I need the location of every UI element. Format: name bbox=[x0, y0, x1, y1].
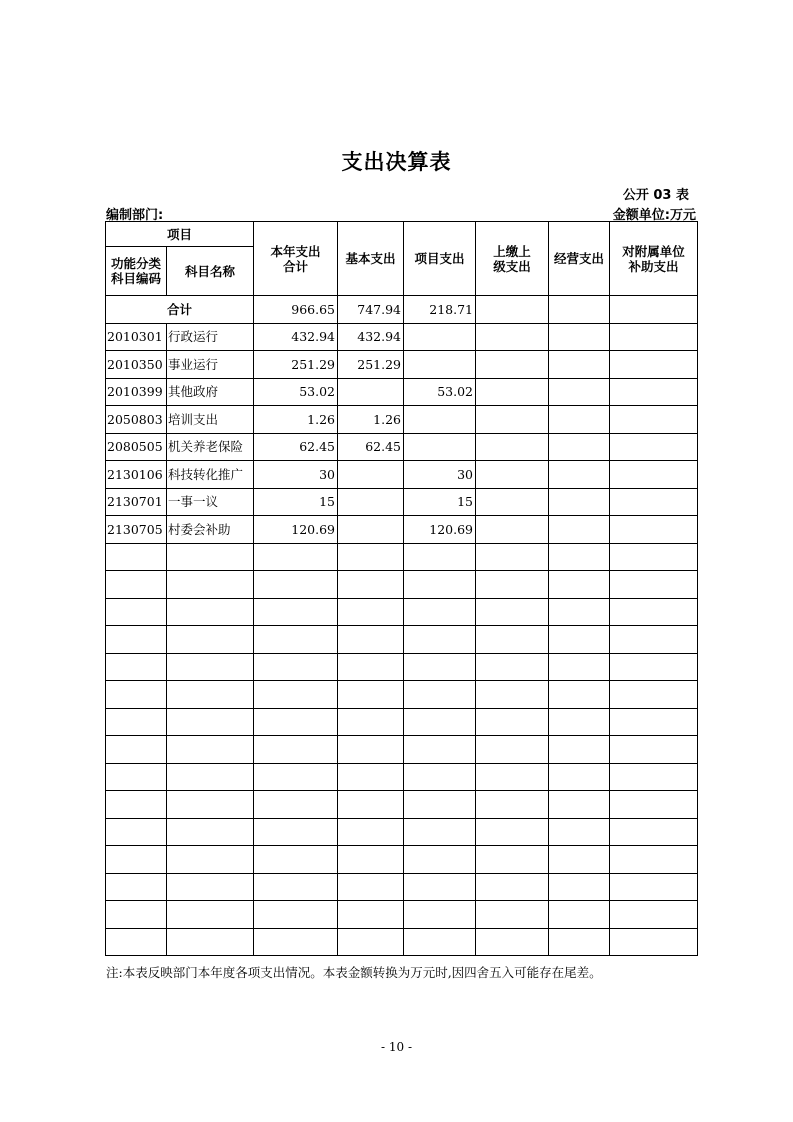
empty-cell bbox=[476, 653, 549, 681]
cell-name: 一事一议 bbox=[167, 488, 254, 516]
empty-cell bbox=[106, 681, 167, 709]
empty-cell bbox=[167, 736, 254, 764]
cell-code: 2080505 bbox=[106, 433, 167, 461]
empty-cell bbox=[338, 681, 404, 709]
header-project-expenditure: 项目支出 bbox=[404, 222, 476, 296]
cell-subsidiary bbox=[610, 488, 698, 516]
empty-row bbox=[106, 901, 698, 929]
cell-code: 2010301 bbox=[106, 323, 167, 351]
empty-cell bbox=[404, 598, 476, 626]
empty-cell bbox=[106, 846, 167, 874]
header-upper: 上缴上 级支出 bbox=[476, 222, 549, 296]
empty-cell bbox=[338, 736, 404, 764]
empty-cell bbox=[404, 543, 476, 571]
total-cell-operating bbox=[549, 296, 610, 324]
empty-cell bbox=[338, 791, 404, 819]
empty-cell bbox=[106, 873, 167, 901]
empty-cell bbox=[254, 846, 338, 874]
total-cell-project: 218.71 bbox=[404, 296, 476, 324]
empty-row bbox=[106, 626, 698, 654]
empty-cell bbox=[610, 873, 698, 901]
cell-operating bbox=[549, 351, 610, 379]
empty-cell bbox=[476, 571, 549, 599]
empty-cell bbox=[549, 791, 610, 819]
footnote: 注:本表反映部门本年度各项支出情况。本表金额转换为万元时,因四舍五入可能存在尾差。 bbox=[106, 965, 602, 980]
cell-project-exp bbox=[404, 351, 476, 379]
table-row bbox=[106, 461, 698, 489]
cell-project-exp bbox=[404, 323, 476, 351]
empty-cell bbox=[338, 626, 404, 654]
cell-subsidiary bbox=[610, 433, 698, 461]
empty-cell bbox=[106, 736, 167, 764]
empty-cell bbox=[254, 653, 338, 681]
empty-cell bbox=[549, 846, 610, 874]
table-row bbox=[106, 323, 698, 351]
empty-cell bbox=[254, 901, 338, 929]
empty-cell bbox=[167, 681, 254, 709]
empty-cell bbox=[106, 901, 167, 929]
cell-operating bbox=[549, 461, 610, 489]
cell-upper bbox=[476, 488, 549, 516]
empty-cell bbox=[106, 543, 167, 571]
empty-cell bbox=[610, 846, 698, 874]
cell-project-exp: 53.02 bbox=[404, 378, 476, 406]
unit-label: 金额单位:万元 bbox=[612, 208, 696, 223]
empty-cell bbox=[167, 818, 254, 846]
empty-cell bbox=[254, 626, 338, 654]
empty-cell bbox=[254, 571, 338, 599]
empty-cell bbox=[167, 901, 254, 929]
empty-cell bbox=[167, 598, 254, 626]
empty-cell bbox=[476, 928, 549, 956]
empty-cell bbox=[610, 653, 698, 681]
cell-upper bbox=[476, 378, 549, 406]
empty-cell bbox=[549, 626, 610, 654]
header-func-code: 功能分类 科目编码 bbox=[106, 247, 167, 296]
cell-upper bbox=[476, 516, 549, 544]
empty-cell bbox=[549, 901, 610, 929]
cell-operating bbox=[549, 516, 610, 544]
cell-basic: 62.45 bbox=[338, 433, 404, 461]
empty-cell bbox=[549, 708, 610, 736]
empty-cell bbox=[254, 681, 338, 709]
table-row bbox=[106, 488, 698, 516]
empty-cell bbox=[106, 626, 167, 654]
empty-cell bbox=[254, 763, 338, 791]
empty-cell bbox=[476, 681, 549, 709]
cell-subsidiary bbox=[610, 406, 698, 434]
empty-cell bbox=[610, 928, 698, 956]
table-row bbox=[106, 516, 698, 544]
cell-total: 53.02 bbox=[254, 378, 338, 406]
empty-cell bbox=[476, 818, 549, 846]
total-label: 合计 bbox=[106, 296, 254, 324]
empty-cell bbox=[476, 708, 549, 736]
cell-project-exp: 15 bbox=[404, 488, 476, 516]
empty-cell bbox=[404, 653, 476, 681]
cell-total: 30 bbox=[254, 461, 338, 489]
cell-subsidiary bbox=[610, 516, 698, 544]
empty-cell bbox=[404, 626, 476, 654]
empty-cell bbox=[476, 736, 549, 764]
cell-code: 2130106 bbox=[106, 461, 167, 489]
empty-row bbox=[106, 818, 698, 846]
cell-basic: 251.29 bbox=[338, 351, 404, 379]
empty-cell bbox=[338, 928, 404, 956]
empty-cell bbox=[476, 791, 549, 819]
empty-cell bbox=[338, 818, 404, 846]
empty-cell bbox=[106, 598, 167, 626]
cell-code: 2010399 bbox=[106, 378, 167, 406]
empty-cell bbox=[610, 571, 698, 599]
empty-cell bbox=[167, 626, 254, 654]
header-total: 本年支出 合计 bbox=[254, 222, 338, 296]
empty-cell bbox=[610, 791, 698, 819]
header-basic: 基本支出 bbox=[338, 222, 404, 296]
empty-cell bbox=[254, 818, 338, 846]
expenditure-table bbox=[105, 221, 698, 956]
empty-cell bbox=[404, 873, 476, 901]
total-cell-subsidiary bbox=[610, 296, 698, 324]
empty-cell bbox=[167, 543, 254, 571]
empty-cell bbox=[549, 818, 610, 846]
empty-cell bbox=[106, 791, 167, 819]
empty-cell bbox=[476, 598, 549, 626]
empty-cell bbox=[610, 543, 698, 571]
empty-cell bbox=[338, 598, 404, 626]
cell-subsidiary bbox=[610, 461, 698, 489]
empty-row bbox=[106, 873, 698, 901]
cell-total: 432.94 bbox=[254, 323, 338, 351]
empty-row bbox=[106, 736, 698, 764]
cell-subsidiary bbox=[610, 351, 698, 379]
empty-cell bbox=[254, 736, 338, 764]
empty-cell bbox=[106, 818, 167, 846]
empty-cell bbox=[167, 928, 254, 956]
cell-name: 其他政府 bbox=[167, 378, 254, 406]
cell-upper bbox=[476, 351, 549, 379]
empty-cell bbox=[254, 791, 338, 819]
dept-label: 编制部门: bbox=[106, 208, 164, 223]
cell-upper bbox=[476, 323, 549, 351]
cell-upper bbox=[476, 433, 549, 461]
cell-operating bbox=[549, 433, 610, 461]
empty-cell bbox=[404, 736, 476, 764]
cell-name: 机关养老保险 bbox=[167, 433, 254, 461]
empty-cell bbox=[106, 708, 167, 736]
empty-cell bbox=[167, 708, 254, 736]
table-row bbox=[106, 406, 698, 434]
page-title: 支出决算表 bbox=[341, 150, 452, 174]
total-row bbox=[106, 296, 698, 324]
empty-cell bbox=[404, 708, 476, 736]
empty-cell bbox=[338, 571, 404, 599]
empty-cell bbox=[549, 681, 610, 709]
cell-basic bbox=[338, 516, 404, 544]
empty-cell bbox=[610, 736, 698, 764]
empty-cell bbox=[106, 763, 167, 791]
cell-project-exp: 30 bbox=[404, 461, 476, 489]
empty-row bbox=[106, 598, 698, 626]
empty-cell bbox=[610, 598, 698, 626]
cell-total: 62.45 bbox=[254, 433, 338, 461]
cell-subsidiary bbox=[610, 323, 698, 351]
empty-cell bbox=[338, 708, 404, 736]
empty-row bbox=[106, 791, 698, 819]
empty-row bbox=[106, 681, 698, 709]
empty-cell bbox=[549, 736, 610, 764]
empty-cell bbox=[338, 846, 404, 874]
empty-cell bbox=[476, 846, 549, 874]
empty-cell bbox=[476, 873, 549, 901]
empty-cell bbox=[254, 928, 338, 956]
cell-name: 行政运行 bbox=[167, 323, 254, 351]
cell-name: 村委会补助 bbox=[167, 516, 254, 544]
empty-cell bbox=[254, 873, 338, 901]
empty-cell bbox=[476, 763, 549, 791]
total-cell-upper bbox=[476, 296, 549, 324]
empty-row bbox=[106, 543, 698, 571]
empty-cell bbox=[404, 901, 476, 929]
empty-cell bbox=[254, 708, 338, 736]
empty-cell bbox=[404, 928, 476, 956]
empty-cell bbox=[610, 626, 698, 654]
cell-code: 2010350 bbox=[106, 351, 167, 379]
empty-row bbox=[106, 708, 698, 736]
empty-cell bbox=[549, 653, 610, 681]
cell-project-exp bbox=[404, 406, 476, 434]
table-row bbox=[106, 351, 698, 379]
cell-operating bbox=[549, 323, 610, 351]
cell-upper bbox=[476, 461, 549, 489]
empty-cell bbox=[610, 901, 698, 929]
empty-cell bbox=[549, 873, 610, 901]
cell-basic bbox=[338, 488, 404, 516]
empty-cell bbox=[106, 928, 167, 956]
empty-cell bbox=[404, 681, 476, 709]
header-subject-name: 科目名称 bbox=[167, 247, 254, 296]
cell-basic: 432.94 bbox=[338, 323, 404, 351]
cell-name: 事业运行 bbox=[167, 351, 254, 379]
cell-operating bbox=[549, 378, 610, 406]
total-cell-basic: 747.94 bbox=[338, 296, 404, 324]
empty-cell bbox=[549, 598, 610, 626]
cell-operating bbox=[549, 406, 610, 434]
empty-cell bbox=[404, 763, 476, 791]
empty-cell bbox=[167, 873, 254, 901]
empty-cell bbox=[610, 681, 698, 709]
empty-cell bbox=[338, 901, 404, 929]
empty-cell bbox=[167, 763, 254, 791]
empty-cell bbox=[106, 653, 167, 681]
cell-basic bbox=[338, 378, 404, 406]
empty-cell bbox=[476, 901, 549, 929]
empty-cell bbox=[610, 763, 698, 791]
empty-cell bbox=[404, 818, 476, 846]
cell-code: 2130705 bbox=[106, 516, 167, 544]
empty-cell bbox=[476, 543, 549, 571]
empty-cell bbox=[476, 626, 549, 654]
form-number: 公开 03 表 bbox=[622, 188, 689, 203]
empty-cell bbox=[254, 598, 338, 626]
cell-project-exp bbox=[404, 433, 476, 461]
empty-cell bbox=[338, 873, 404, 901]
empty-cell bbox=[549, 543, 610, 571]
empty-cell bbox=[338, 653, 404, 681]
empty-cell bbox=[167, 791, 254, 819]
empty-cell bbox=[254, 543, 338, 571]
cell-project-exp: 120.69 bbox=[404, 516, 476, 544]
empty-row bbox=[106, 653, 698, 681]
page-number: - 10 - bbox=[380, 1040, 412, 1054]
empty-cell bbox=[167, 653, 254, 681]
empty-cell bbox=[404, 846, 476, 874]
table-row bbox=[106, 378, 698, 406]
table-row bbox=[106, 433, 698, 461]
cell-operating bbox=[549, 488, 610, 516]
empty-row bbox=[106, 763, 698, 791]
cell-total: 1.26 bbox=[254, 406, 338, 434]
empty-cell bbox=[404, 791, 476, 819]
header-subsidiary: 对附属单位 补助支出 bbox=[610, 222, 698, 296]
empty-cell bbox=[338, 763, 404, 791]
empty-cell bbox=[167, 846, 254, 874]
cell-total: 15 bbox=[254, 488, 338, 516]
header-project: 项目 bbox=[106, 222, 254, 247]
header-operating: 经营支出 bbox=[549, 222, 610, 296]
empty-cell bbox=[610, 818, 698, 846]
cell-basic: 1.26 bbox=[338, 406, 404, 434]
empty-cell bbox=[610, 708, 698, 736]
empty-cell bbox=[549, 763, 610, 791]
cell-basic bbox=[338, 461, 404, 489]
cell-name: 科技转化推广 bbox=[167, 461, 254, 489]
empty-cell bbox=[549, 928, 610, 956]
empty-cell bbox=[106, 571, 167, 599]
empty-row bbox=[106, 571, 698, 599]
empty-cell bbox=[167, 571, 254, 599]
cell-name: 培训支出 bbox=[167, 406, 254, 434]
cell-total: 251.29 bbox=[254, 351, 338, 379]
total-cell-total: 966.65 bbox=[254, 296, 338, 324]
cell-code: 2130701 bbox=[106, 488, 167, 516]
cell-code: 2050803 bbox=[106, 406, 167, 434]
cell-subsidiary bbox=[610, 378, 698, 406]
empty-row bbox=[106, 928, 698, 956]
empty-cell bbox=[404, 571, 476, 599]
cell-total: 120.69 bbox=[254, 516, 338, 544]
cell-upper bbox=[476, 406, 549, 434]
empty-row bbox=[106, 846, 698, 874]
empty-cell bbox=[549, 571, 610, 599]
empty-cell bbox=[338, 543, 404, 571]
